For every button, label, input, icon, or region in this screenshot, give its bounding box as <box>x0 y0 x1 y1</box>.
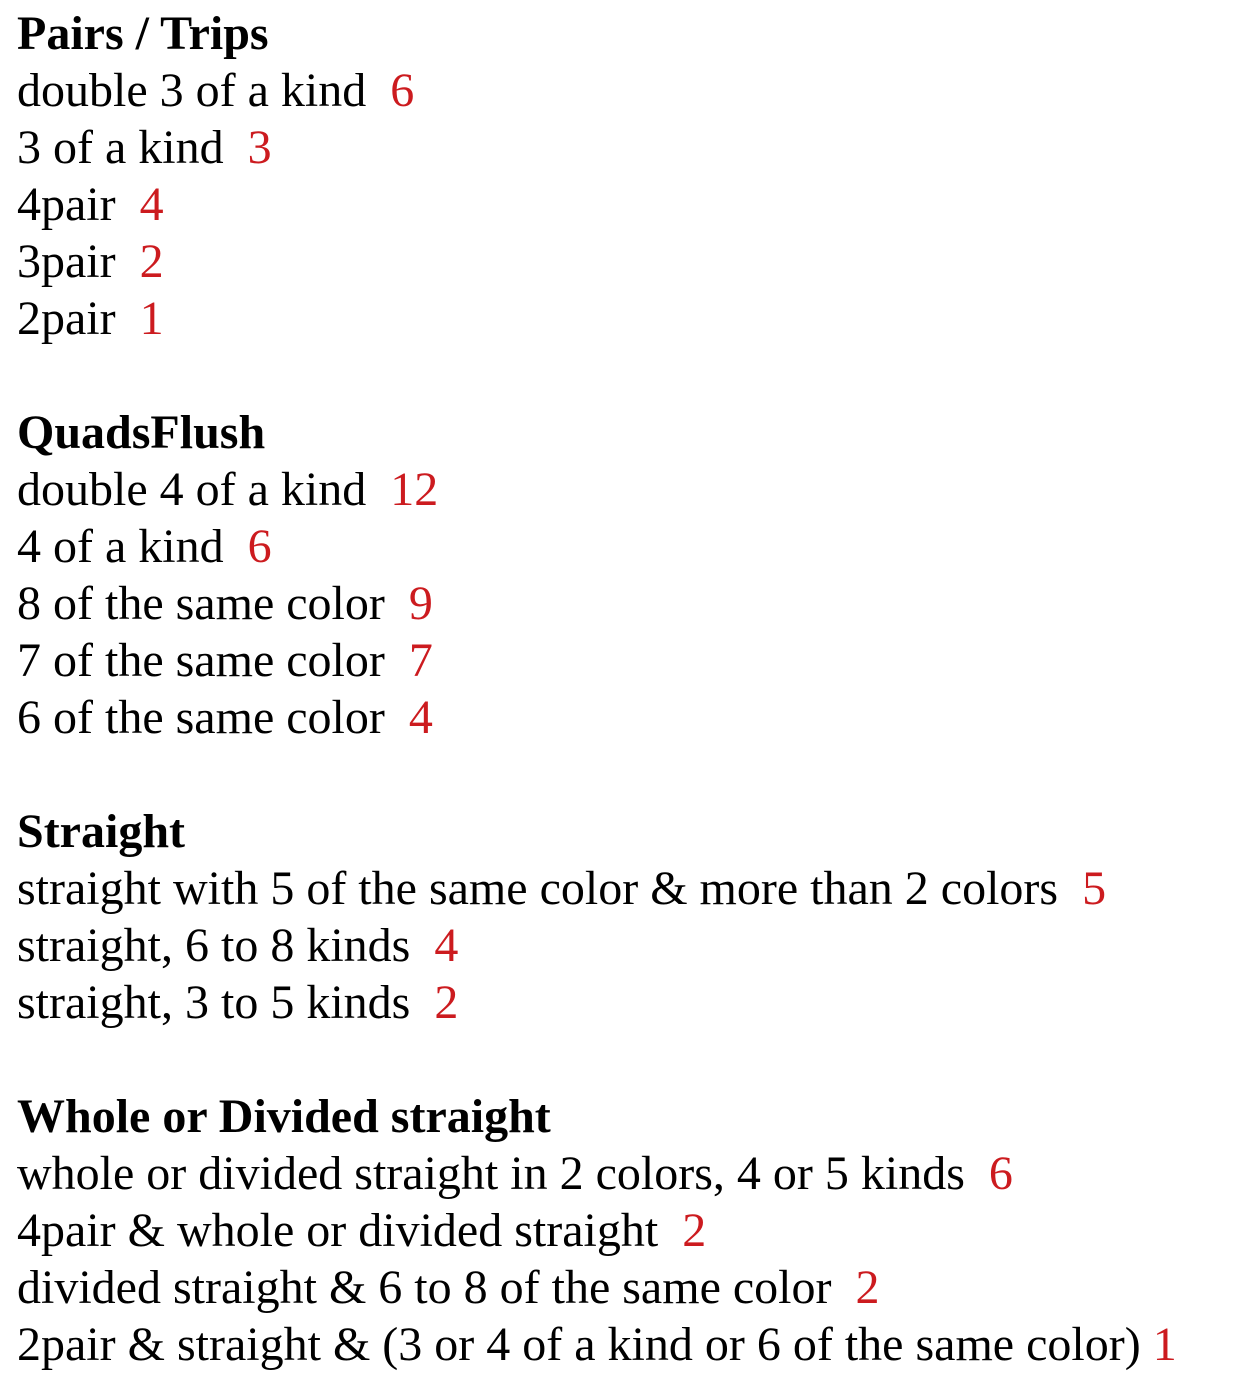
row-label: 8 of the same color <box>17 577 385 630</box>
score-row <box>17 1202 1235 1259</box>
score-row <box>17 860 1235 917</box>
row-score: 6 <box>988 1147 1013 1200</box>
row-label: straight with 5 of the same color & more than 2 colors <box>17 862 1059 915</box>
section-title: Pairs / Trips <box>17 7 269 60</box>
row-label: double 3 of a kind <box>17 64 367 117</box>
score-row <box>17 1259 1235 1316</box>
row-label: 2pair & straight & (3 or 4 of a kind or 6 of the same color) <box>17 1318 1141 1371</box>
row-score: 3 <box>247 121 272 174</box>
score-row <box>17 575 1235 632</box>
row-label: divided straight & 6 to 8 of the same color <box>17 1261 832 1314</box>
row-score: 5 <box>1082 862 1107 915</box>
section-quadsflush <box>17 404 1235 746</box>
row-score: 1 <box>139 292 164 345</box>
row-label: 7 of the same color <box>17 634 385 687</box>
score-row <box>17 62 1235 119</box>
row-label: straight, 3 to 5 kinds <box>17 976 411 1029</box>
section-title: Straight <box>17 805 185 858</box>
section-title: Whole or Divided straight <box>17 1090 551 1143</box>
row-score: 6 <box>390 64 415 117</box>
row-score: 2 <box>682 1204 707 1257</box>
score-row <box>17 974 1235 1031</box>
row-score: 2 <box>139 235 164 288</box>
score-row <box>17 1145 1235 1202</box>
row-score: 1 <box>1152 1318 1177 1371</box>
row-score: 12 <box>390 463 439 516</box>
row-score: 6 <box>247 520 272 573</box>
row-label: 4pair & whole or divided straight <box>17 1204 659 1257</box>
row-label: 4 of a kind <box>17 520 224 573</box>
score-row <box>17 917 1235 974</box>
row-score: 4 <box>408 691 433 744</box>
row-label: 4pair <box>17 178 116 231</box>
section-whole-or-divided-straight <box>17 1088 1235 1373</box>
score-row <box>17 119 1235 176</box>
row-label: whole or divided straight in 2 colors, 4 or 5 kinds <box>17 1147 965 1200</box>
row-score: 9 <box>408 577 433 630</box>
score-row <box>17 632 1235 689</box>
row-score: 2 <box>855 1261 880 1314</box>
score-row <box>17 1316 1235 1373</box>
row-label: 3pair <box>17 235 116 288</box>
row-label: 6 of the same color <box>17 691 385 744</box>
row-score: 4 <box>434 919 459 972</box>
score-row <box>17 689 1235 746</box>
row-label: 2pair <box>17 292 116 345</box>
score-row <box>17 461 1235 518</box>
row-label: double 4 of a kind <box>17 463 367 516</box>
row-score: 4 <box>139 178 164 231</box>
score-row <box>17 290 1235 347</box>
row-label: straight, 6 to 8 kinds <box>17 919 411 972</box>
score-row <box>17 233 1235 290</box>
section-straight <box>17 803 1235 1031</box>
row-label: 3 of a kind <box>17 121 224 174</box>
section-pairs-trips <box>17 5 1235 347</box>
row-score: 7 <box>408 634 433 687</box>
section-title: QuadsFlush <box>17 406 266 459</box>
score-row <box>17 518 1235 575</box>
score-row <box>17 176 1235 233</box>
row-score: 2 <box>434 976 459 1029</box>
